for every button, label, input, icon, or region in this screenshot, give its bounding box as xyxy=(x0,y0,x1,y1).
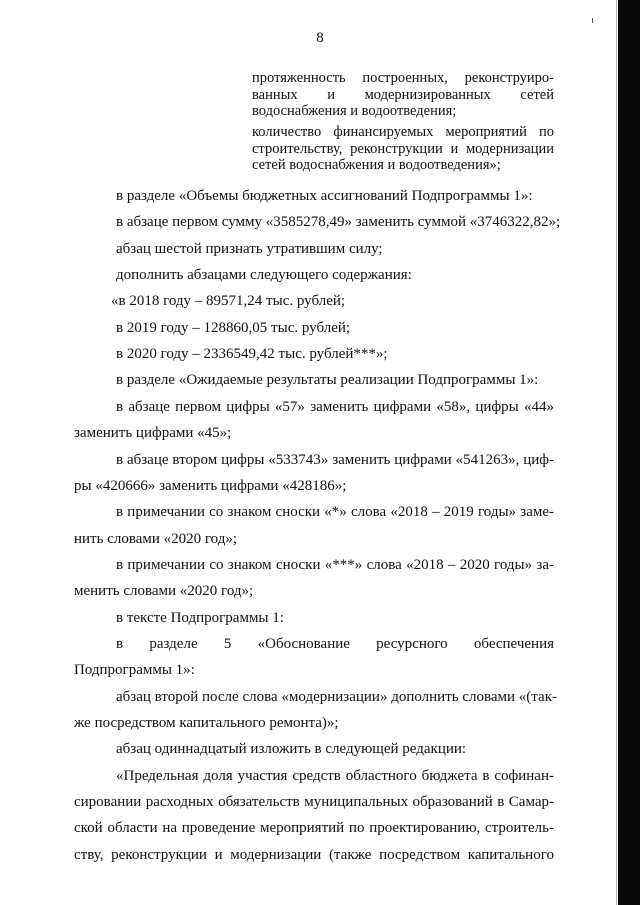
page-number: 8 xyxy=(316,30,324,46)
paragraph-digits-second-line2: ры «420666» заменить цифрами «428186»; xyxy=(74,478,347,494)
block2-line-1: количество финансируемых мероприятий по xyxy=(252,124,554,140)
block1-line-3: водоснабжения и водоотведения; xyxy=(252,103,457,119)
block2-line-3: сетей водоснабжения и водоотведения»; xyxy=(252,157,501,173)
paragraph-note-1-line1: в примечании со знаком сноски «*» слова «2018 – 2019 годы» заме- xyxy=(116,504,554,520)
paragraph-digits-second-line1: в абзаце втором цифры «533743» заменить цифрами «541263», циф- xyxy=(116,452,554,468)
paragraph: абзац шестой признать утратившим силу; xyxy=(116,241,383,257)
quote-line-2: сировании расходных обязательств муниципальных образований в Самар- xyxy=(74,794,554,810)
paragraph: в абзаце первом сумму «3585278,49» заменить суммой «3746322,82»; xyxy=(116,214,561,230)
paragraph-digits-first-line1: в абзаце первом цифры «57» заменить цифрами «58», цифры «44» xyxy=(116,399,554,415)
paragraph-note-1-line2: нить словами «2020 год»; xyxy=(74,531,238,547)
list-item-block-1 xyxy=(252,70,554,120)
paragraph-note-2-line2: менить словами «2020 год»; xyxy=(74,583,254,599)
paragraph: дополнить абзацами следующего содержания: xyxy=(116,267,412,283)
block1-line-1: протяженность построенных, реконструиро- xyxy=(252,70,554,86)
quote-line-1: «Предельная доля участия средств областного бюджета в софинан- xyxy=(116,768,554,784)
paragraph-section5-line2: Подпрограммы 1»: xyxy=(74,662,195,678)
paragraph-abzac2-line2: же посредством капитального ремонта)»; xyxy=(74,715,339,731)
paragraph-section5-line1: в разделе 5 «Обоснование ресурсного обеспечения xyxy=(116,636,554,652)
paragraph: «в 2018 году – 89571,24 тыс. рублей; xyxy=(111,293,346,309)
paragraph-note-2-line1: в примечании со знаком сноски «***» слова «2018 – 2020 годы» за- xyxy=(116,557,554,573)
paragraph: абзац одиннадцатый изложить в следующей редакции: xyxy=(116,741,467,757)
paragraph: в разделе «Ожидаемые результаты реализации Подпрограммы 1»: xyxy=(116,372,539,388)
list-item-block-2 xyxy=(252,124,554,174)
paragraph: в разделе «Объемы бюджетных ассигнований Подпрограммы 1»: xyxy=(116,188,533,204)
scan-edge-line xyxy=(616,0,617,905)
quote-line-3: ской области на проведение мероприятий по проектированию, строитель- xyxy=(74,820,554,836)
paragraph: в 2019 году – 128860,05 тыс. рублей; xyxy=(116,320,351,336)
paragraph-abzac2-line1: абзац второй после слова «модернизации» дополнить словами «(так- xyxy=(116,689,557,705)
quote-line-4: ству, реконструкции и модернизации (также посредством капитального xyxy=(74,847,554,863)
scan-edge-dark-border xyxy=(618,0,640,905)
scan-speck xyxy=(592,18,593,23)
paragraph: в тексте Подпрограммы 1: xyxy=(116,610,284,626)
paragraph-digits-first-line2: заменить цифрами «45»; xyxy=(74,425,232,441)
paragraph: в 2020 году – 2336549,42 тыс. рублей***»; xyxy=(116,346,388,362)
block1-line-2: ванных и модернизированных сетей xyxy=(252,86,554,103)
block2-line-2: строительству, реконструкции и модернизации xyxy=(252,140,554,157)
